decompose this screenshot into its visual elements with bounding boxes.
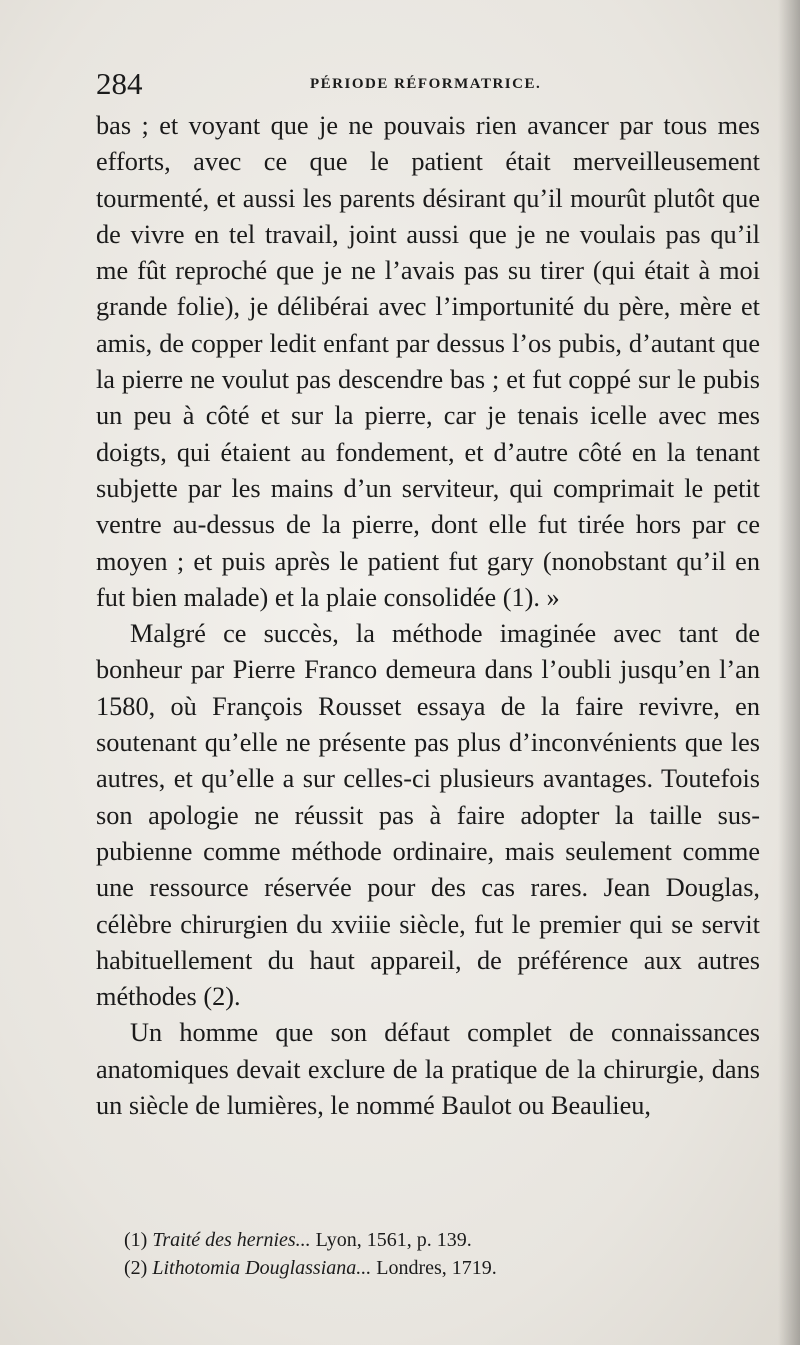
running-head: PÉRIODE RÉFORMATRICE. [310,76,542,92]
footnote-reference: Londres, 1719. [371,1257,497,1279]
page-edge-shadow [778,0,800,1345]
footnote-title: Traité des hernies... [152,1229,311,1251]
footnote-1 [124,1226,724,1254]
footnote-reference: Lyon, 1561, p. 139. [310,1229,472,1251]
footnotes [124,1226,724,1282]
paragraph-baulot: Un homme que son défaut complet de connaissances anatomiques devait exclure de la pratique de la chirurgie, dans un siècle de lumières, le nommé Baulot ou Beaulieu, [96,1018,760,1121]
page-number: 284 [96,66,143,101]
paragraph-franco-method: Malgré ce succès, la méthode imaginée avec tant de bonheur par Pierre Franco demeura dans l’oubli jusqu’en l’an 1580, où François Rousset essaya de la faire revivre, en soutenant qu’elle ne présente pas plus d’inconvénients que les autres, et qu’elle a sur celles-ci plusieurs avantages. Toutefois son apologie ne réussit pas à faire adopter la taille sus-pubienne comme méthode ordinaire, mais seulement comme une ressource réservée pour des cas rares. Jean Douglas, célèbre chirurgien du xviiie siècle, fut le premier qui se servit habituellement du haut appareil, de préférence aux autres méthodes (2). [96,619,760,1012]
footnote-title: Lithotomia Douglassiana... [152,1257,372,1279]
footnote-marker: (1) [124,1229,148,1251]
footnote-2 [124,1254,724,1282]
footnote-marker: (2) [124,1257,148,1279]
paragraph-quote-continuation: bas ; et voyant que je ne pouvais rien avancer par tous mes efforts, avec ce que le patient était merveilleusement tourmenté, et aussi les parents désirant qu’il mourût plutôt que de vivre en tel travail, joint aussi que je ne voulais pas qu’il me fût reproché que je ne l’avais pas su tirer (qui était à moi grande folie), je délibérai avec l’importunité du père, mère et amis, de copper ledit enfant par dessus l’os pubis, d’autant que la pierre ne voulut pas descendre bas ; et fut coppé sur le pubis un peu à côté et sur la pierre, car je tenais icelle avec mes doigts, qui étaient au fondement, et d’autre côté en la tenant subjette par les mains d’un serviteur, qui comprimait le petit ventre au-dessus de la pierre, dont elle fut tirée hors par ce moyen ; et puis après le patient fut gary (nonobstant qu’il en fut bien malade) et la plaie consolidée (1). » [96,111,760,612]
page-header [96,66,756,106]
body-text [96,108,760,1124]
